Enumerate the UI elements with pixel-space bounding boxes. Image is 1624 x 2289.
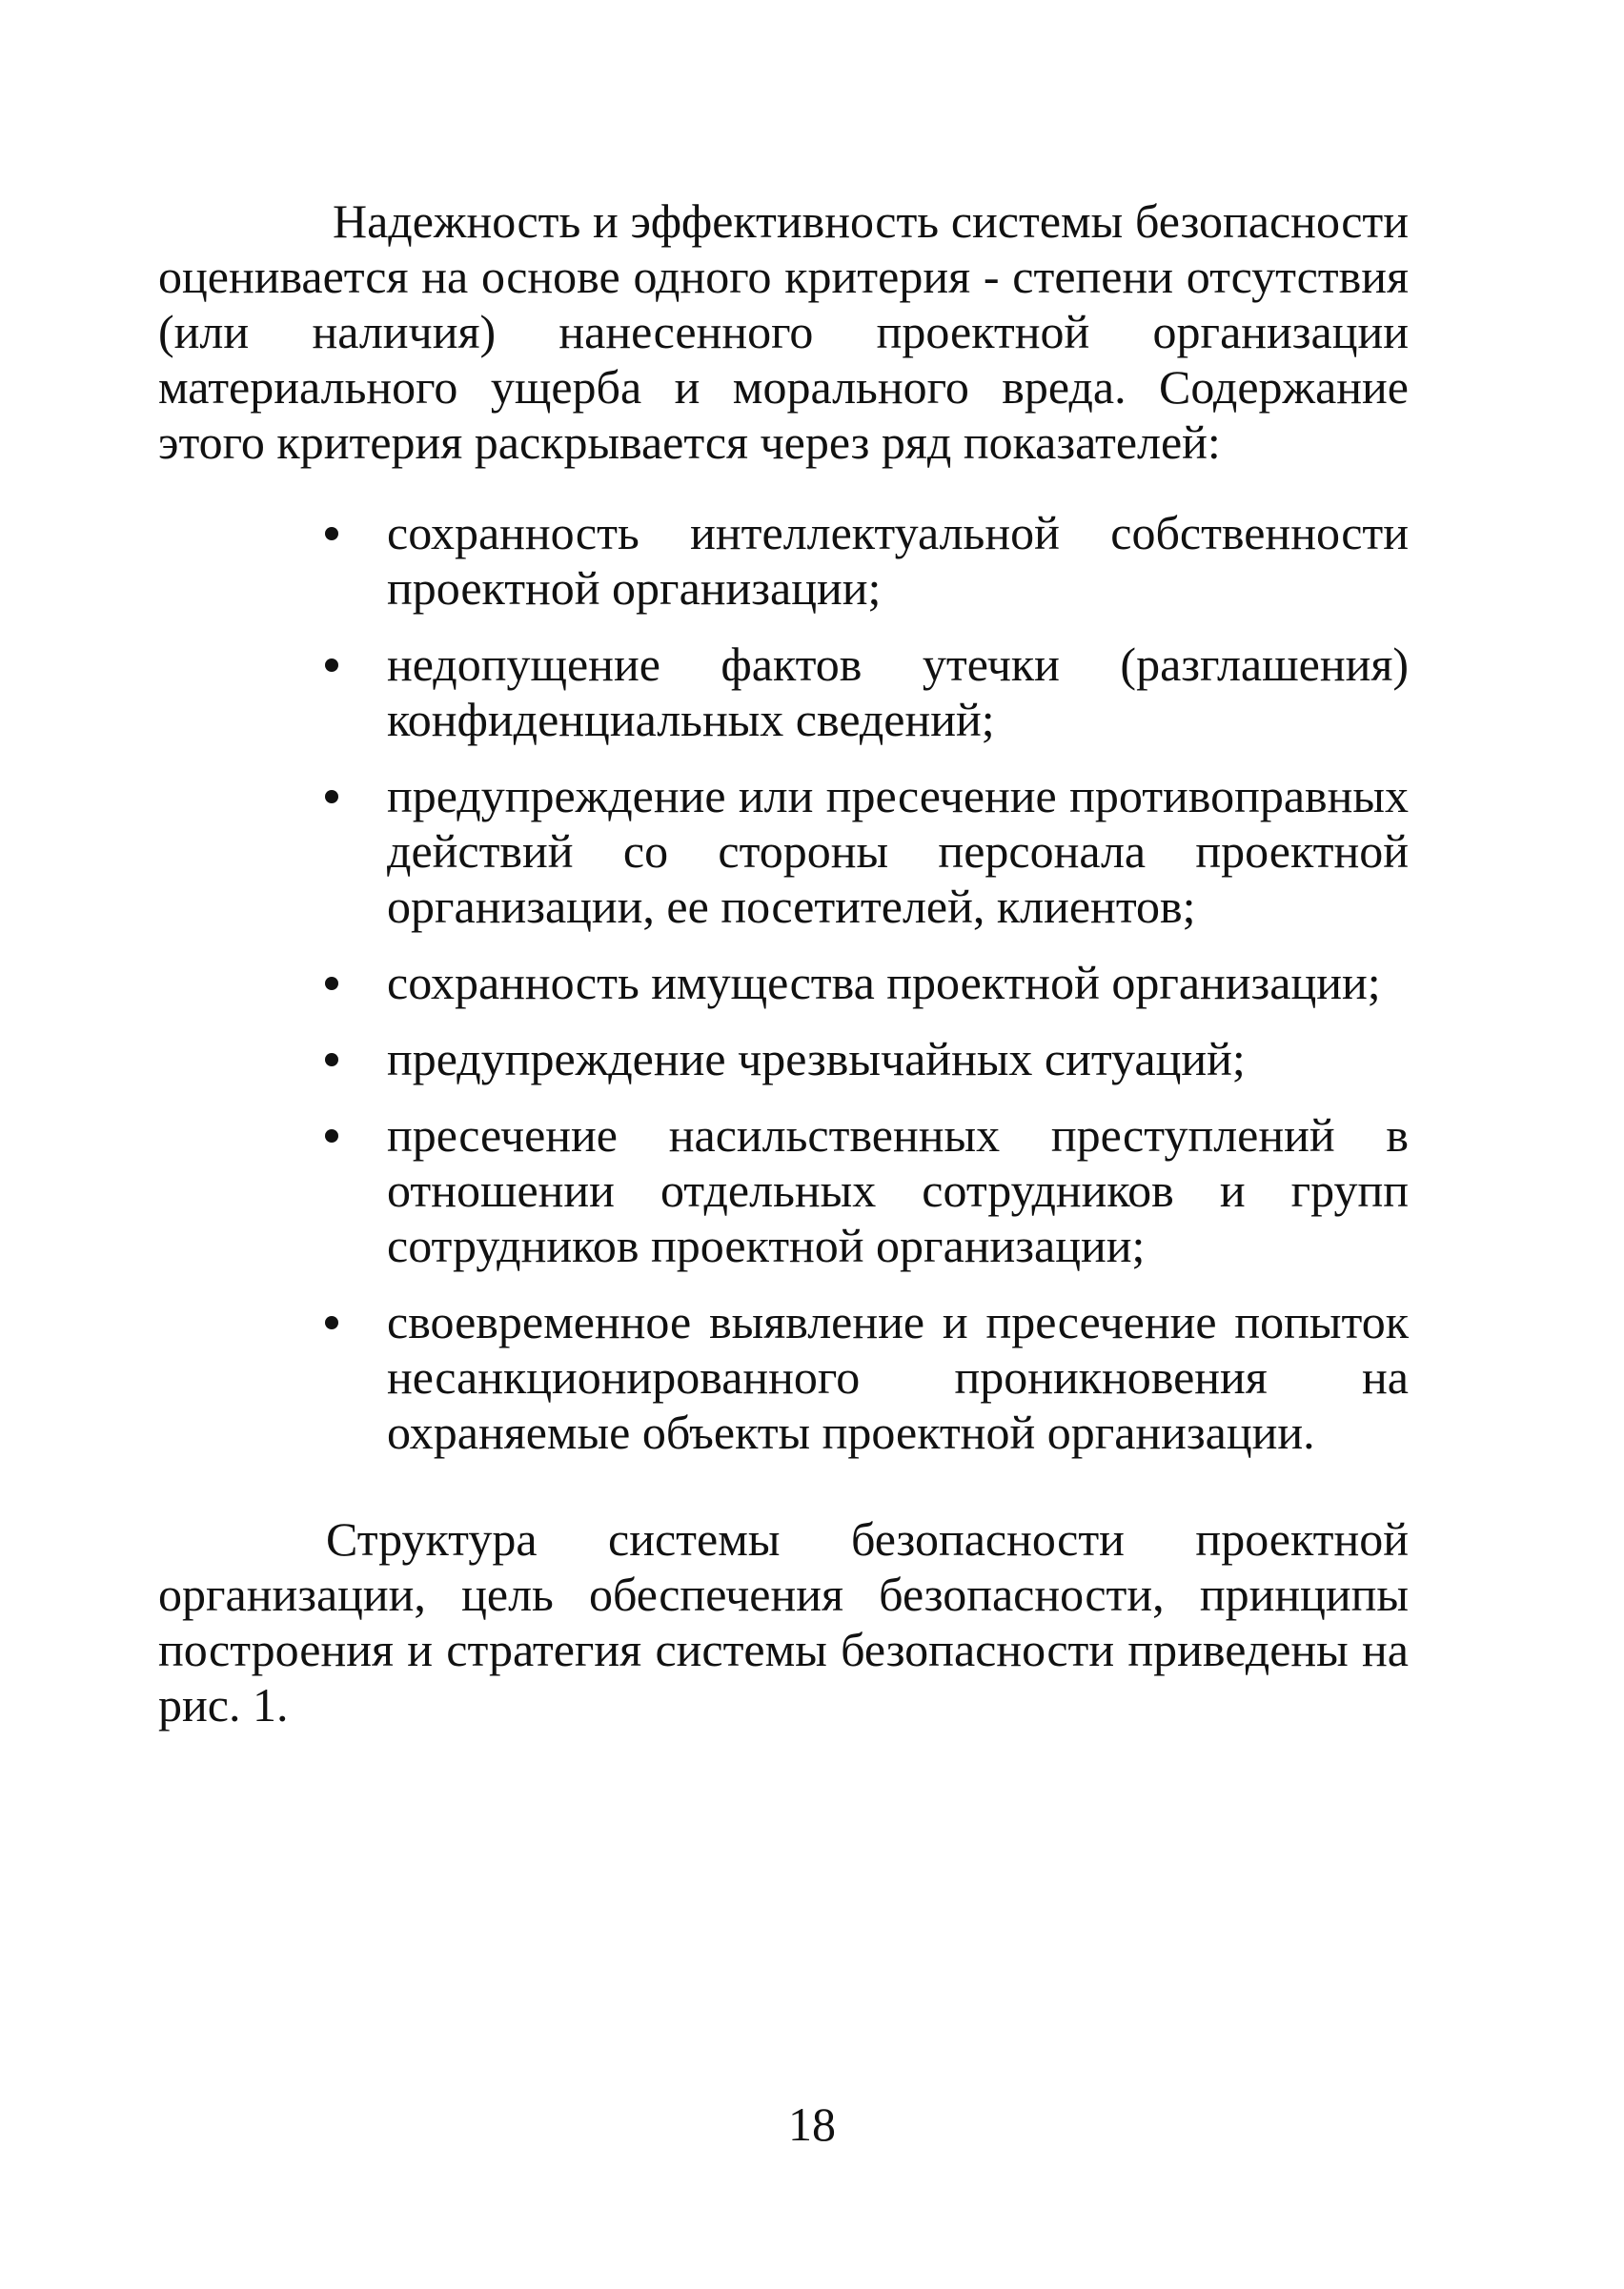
bullet-icon	[325, 1316, 338, 1329]
bullet-icon	[325, 977, 338, 990]
list-item	[158, 955, 1409, 1010]
outro-paragraph: Структура системы безопасности проектной организации, цель обеспечения безопасности, принципы построения и стратегия системы безопасности приведены на рис. 1.	[158, 1512, 1409, 1732]
list-item	[158, 1031, 1409, 1086]
list-item	[158, 1294, 1409, 1460]
bullet-icon	[325, 1129, 338, 1143]
list-item-text: своевременное выявление и пресечение попыток несанкционированного проникновения на охраняемые объекты проектной организации.	[387, 1295, 1409, 1459]
bullet-icon	[325, 658, 338, 672]
list-item	[158, 637, 1409, 747]
list-item	[158, 768, 1409, 934]
criteria-list	[158, 505, 1409, 1481]
intro-paragraph: Надежность и эффективность системы безопасности оценивается на основе одного критерия - степени отсутствия (или наличия) нанесенного проектной организации материального ущерба и морального вреда. Содержание этого критерия раскрывается через ряд показателей:	[158, 194, 1409, 469]
list-item	[158, 1107, 1409, 1273]
page-number: 18	[788, 2097, 836, 2151]
list-item-text: предупреждение чрезвычайных ситуаций;	[387, 1032, 1246, 1085]
bullet-icon	[325, 527, 338, 540]
bullet-icon	[325, 1053, 338, 1066]
list-item-text: сохранность интеллектуальной собственности проектной организации;	[387, 506, 1409, 615]
list-item	[158, 505, 1409, 616]
list-item-text: пресечение насильственных преступлений в отношении отдельных сотрудников и групп сотрудников проектной организации;	[387, 1108, 1409, 1272]
bullet-icon	[325, 790, 338, 803]
list-item-text: недопущение фактов утечки (разглашения) конфиденциальных сведений;	[387, 638, 1409, 746]
list-item-text: сохранность имущества проектной организации;	[387, 956, 1381, 1009]
list-item-text: предупреждение или пресечение противоправных действий со стороны персонала проектной организации, ее посетителей, клиентов;	[387, 769, 1409, 933]
